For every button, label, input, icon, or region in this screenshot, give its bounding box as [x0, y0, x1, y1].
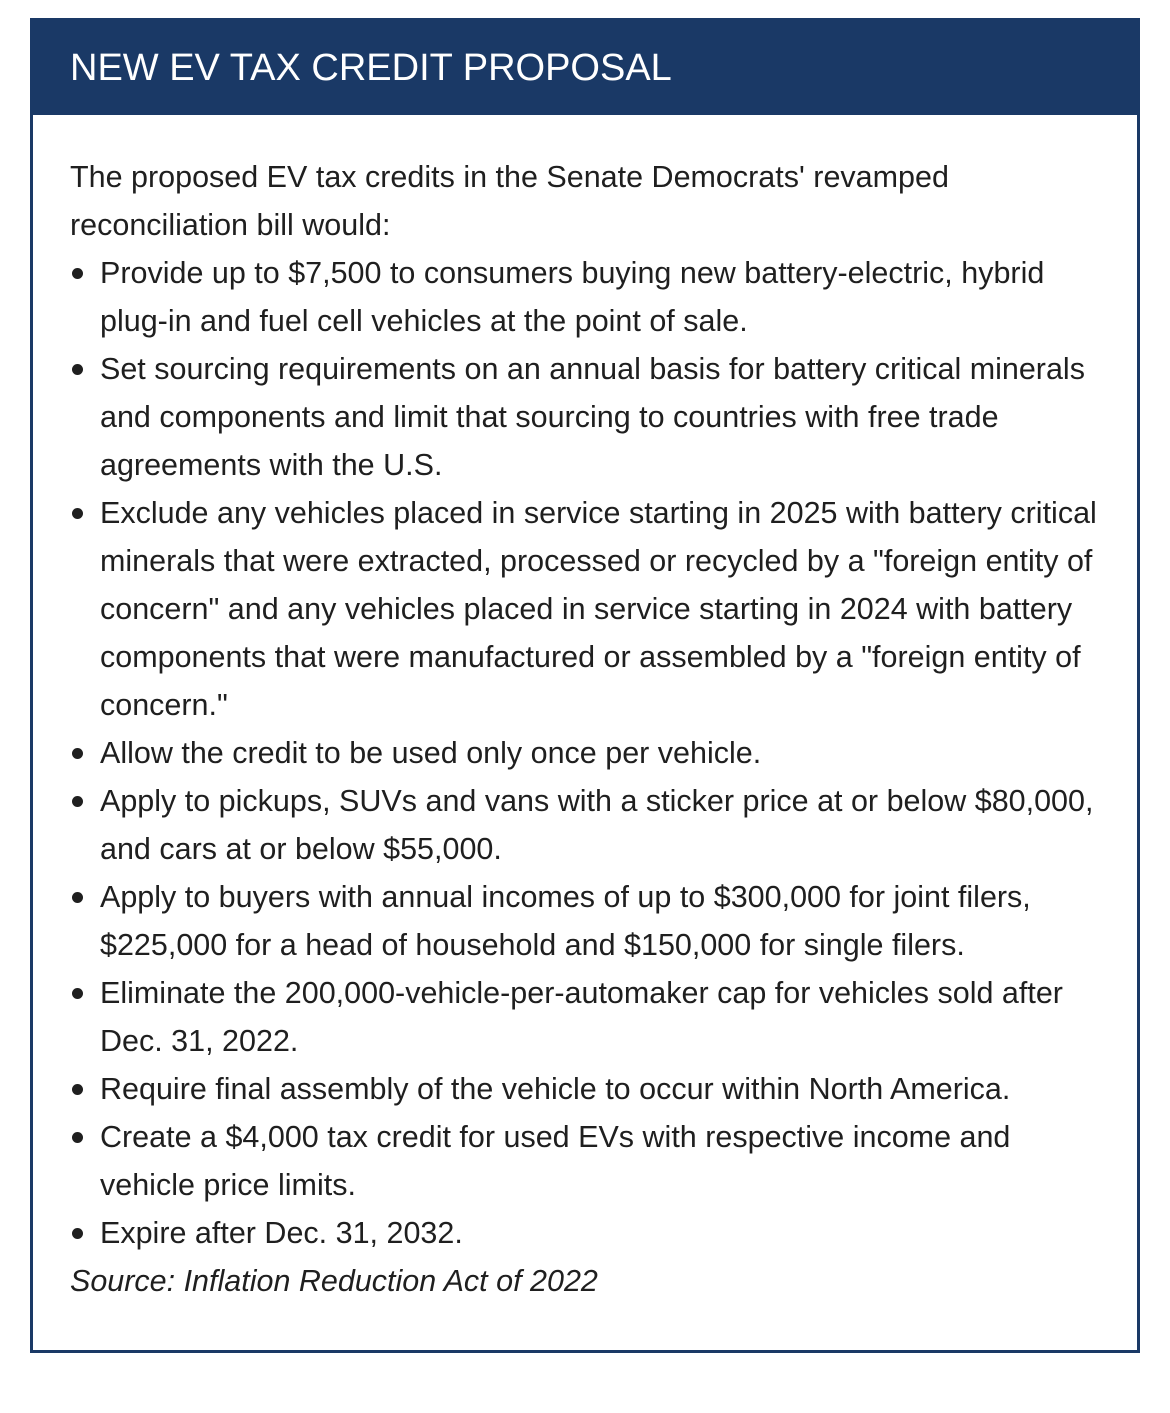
list-item [70, 249, 1107, 345]
list-item [70, 969, 1107, 1065]
list-item [70, 489, 1107, 729]
list-item [70, 777, 1107, 873]
bullet-icon [72, 892, 83, 903]
list-item [70, 729, 1107, 777]
list-item-text: Create a $4,000 tax credit for used EVs with respective income and vehicle price limits. [100, 1120, 1011, 1202]
list-item-text: Eliminate the 200,000-vehicle-per-automaker cap for vehicles sold after Dec. 31, 2022. [100, 976, 1063, 1058]
box-header [33, 21, 1137, 115]
list-item-text: Allow the credit to be used only once per vehicle. [100, 736, 762, 770]
bullet-icon [72, 268, 83, 279]
list-item [70, 873, 1107, 969]
list-item-text: Provide up to $7,500 to consumers buying new battery-electric, hybrid plug-in and fuel cell vehicles at the point of sale. [100, 256, 1045, 338]
bullet-list [70, 249, 1107, 1257]
list-item-text: Apply to pickups, SUVs and vans with a sticker price at or below $80,000, and cars at or below $55,000. [100, 784, 1094, 866]
list-item [70, 345, 1107, 489]
list-item-text: Exclude any vehicles placed in service starting in 2025 with battery critical minerals that were extracted, processed or recycled by a "foreign entity of concern" and any vehicles placed in service starting in 2024 with battery components that were manufactured or assembled by a "foreign entity of concern." [100, 496, 1097, 722]
bullet-icon [72, 796, 83, 807]
bullet-icon [72, 1228, 83, 1239]
list-item [70, 1209, 1107, 1257]
bullet-icon [72, 1084, 83, 1095]
intro-text: The proposed EV tax credits in the Senate Democrats' revamped reconciliation bill would: [70, 160, 949, 242]
box-title: NEW EV TAX CREDIT PROPOSAL [70, 46, 672, 89]
bullet-icon [72, 364, 83, 375]
bullet-icon [72, 508, 83, 519]
bullet-icon [72, 748, 83, 759]
list-item-text: Apply to buyers with annual incomes of up to $300,000 for joint filers, $225,000 for a head of household and $150,000 for single filers. [100, 880, 1031, 962]
bullet-icon [72, 1132, 83, 1143]
source-citation: Source: Inflation Reduction Act of 2022 [70, 1264, 598, 1298]
list-item-text: Set sourcing requirements on an annual basis for battery critical minerals and components and limit that sourcing to countries with free trade agreements with the U.S. [100, 352, 1085, 482]
list-item-text: Expire after Dec. 31, 2032. [100, 1216, 463, 1250]
bullet-icon [72, 988, 83, 999]
list-item [70, 1113, 1107, 1209]
info-box [30, 18, 1140, 1353]
list-item [70, 1065, 1107, 1113]
list-item-text: Require final assembly of the vehicle to occur within North America. [100, 1072, 1011, 1106]
box-content [33, 115, 1137, 1305]
